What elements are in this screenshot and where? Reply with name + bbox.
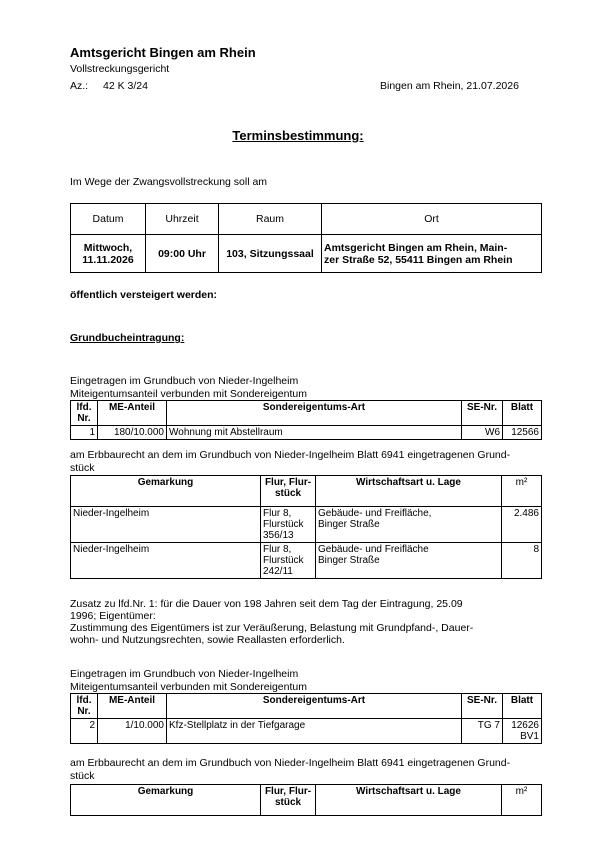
entry1-line1: Eingetragen im Grundbuch von Nieder-Ingelheim: [70, 375, 299, 387]
col-wirtschaftsart: Wirtschaftsart u. Lage: [316, 785, 502, 816]
entry2-se-nr: TG 7: [462, 719, 503, 744]
court-name: Amtsgericht Bingen am Rhein: [70, 45, 256, 60]
schedule-date: Mittwoch, 11.11.2026: [71, 235, 146, 273]
grundbuch-heading: Grundbucheintragung:: [70, 332, 185, 344]
entry2-me: 1/10.000: [98, 719, 167, 744]
parcel-m2: 8: [502, 543, 542, 579]
col-se-art: Sondereigentums-Art: [167, 401, 462, 426]
col-gemarkung: Gemarkung: [71, 785, 261, 816]
col-raum: Raum: [219, 204, 322, 235]
entry1-se-art: Wohnung mit Abstellraum: [167, 426, 462, 440]
col-uhrzeit: Uhrzeit: [146, 204, 219, 235]
schedule-location: Amtsgericht Bingen am Rhein, Main- zer Straße 52, 55411 Bingen am Rhein: [322, 235, 542, 273]
entry1-erbbau-line2: stück: [70, 462, 95, 474]
col-datum: Datum: [71, 204, 146, 235]
document-title: Terminsbestimmung:: [232, 128, 364, 143]
parcel-flur: Flur 8, Flurstück 356/13: [261, 507, 316, 543]
entry2-erbbau-line1: am Erbbaurecht an dem im Grundbuch von Nieder-Ingelheim Blatt 6941 eingetragenen Grund-: [70, 757, 511, 769]
col-blatt: Blatt: [503, 694, 542, 719]
auction-text: öffentlich versteigert werden:: [70, 289, 218, 301]
parcel-gemarkung: Nieder-Ingelheim: [71, 543, 261, 579]
entry1-parcel-table: [70, 475, 542, 579]
parcel-flur: Flur 8, Flurstück 242/11: [261, 543, 316, 579]
entry1-unit-table: [70, 400, 542, 440]
col-m2: m²: [502, 785, 542, 816]
parcel-wirtschaftsart: Gebäude- und Freifläche Binger Straße: [316, 543, 502, 579]
schedule-room: 103, Sitzungssaal: [219, 235, 322, 273]
table-row: [71, 543, 542, 579]
entry2-lfd: 2: [71, 719, 98, 744]
intro-text: Im Wege der Zwangsvollstreckung soll am: [70, 176, 268, 188]
col-blatt: Blatt: [503, 401, 542, 426]
case-number: 42 K 3/24: [103, 80, 148, 92]
col-me-anteil: ME-Anteil: [98, 694, 167, 719]
entry1-blatt: 12566: [503, 426, 542, 440]
entry1-zusatz: Zusatz zu lfd.Nr. 1: für die Dauer von 198 Jahren seit dem Tag der Eintragung, 25.09 1996; Eigentümer: Zustimmung des Eigentümers ist zur Veräußerung, Belastung mit Grundpfand-, Dauer- wohn- und Nutzungsrechten, sowie Reallasten erforderlich.: [70, 598, 474, 646]
col-m2: m²: [502, 476, 542, 507]
parcel-m2: 2.486: [502, 507, 542, 543]
entry2-line1: Eingetragen im Grundbuch von Nieder-Ingelheim: [70, 668, 299, 680]
entry1-se-nr: W6: [462, 426, 503, 440]
entry2-unit-table: [70, 693, 542, 744]
col-me-anteil: ME-Anteil: [98, 401, 167, 426]
col-wirtschaftsart: Wirtschaftsart u. Lage: [316, 476, 502, 507]
col-se-art: Sondereigentums-Art: [167, 694, 462, 719]
col-ort: Ort: [322, 204, 542, 235]
entry1-me: 180/10.000: [98, 426, 167, 440]
entry1-line2: Miteigentumsanteil verbunden mit Sondereigentum: [70, 388, 307, 400]
place-date: Bingen am Rhein, 21.07.2026: [380, 80, 519, 92]
parcel-wirtschaftsart: Gebäude- und Freifläche, Binger Straße: [316, 507, 502, 543]
court-department: Vollstreckungsgericht: [70, 63, 170, 75]
col-gemarkung: Gemarkung: [71, 476, 261, 507]
entry1-erbbau-line1: am Erbbaurecht an dem im Grundbuch von Nieder-Ingelheim Blatt 6941 eingetragenen Grund-: [70, 449, 511, 461]
schedule-table: [70, 203, 542, 273]
entry1-lfd: 1: [71, 426, 98, 440]
table-row: [71, 507, 542, 543]
col-se-nr: SE-Nr.: [462, 694, 503, 719]
entry2-blatt: 12626 BV1: [503, 719, 542, 744]
schedule-time: 09:00 Uhr: [146, 235, 219, 273]
case-number-label: Az.:: [70, 80, 89, 92]
entry2-line2: Miteigentumsanteil verbunden mit Sondereigentum: [70, 681, 307, 693]
entry2-erbbau-line2: stück: [70, 770, 95, 782]
col-lfd: lfd. Nr.: [71, 694, 98, 719]
col-lfd: lfd. Nr.: [71, 401, 98, 426]
col-flur: Flur, Flur- stück: [261, 476, 316, 507]
entry2-se-art: Kfz-Stellplatz in der Tiefgarage: [167, 719, 462, 744]
col-flur: Flur, Flur- stück: [261, 785, 316, 816]
parcel-gemarkung: Nieder-Ingelheim: [71, 507, 261, 543]
entry2-parcel-table: [70, 784, 542, 816]
col-se-nr: SE-Nr.: [462, 401, 503, 426]
